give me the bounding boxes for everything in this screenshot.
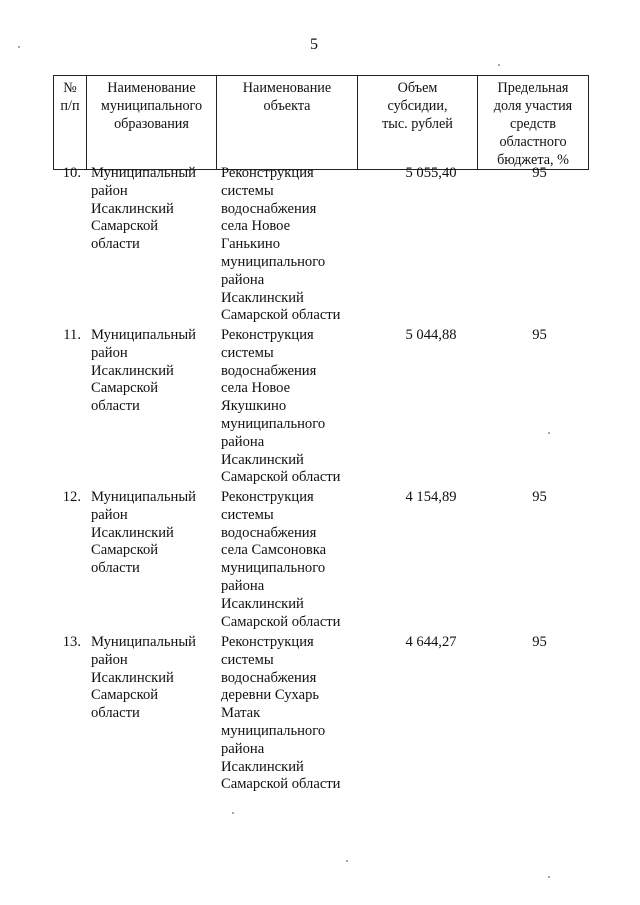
header-row <box>54 76 589 170</box>
row-number: 11. <box>63 327 81 343</box>
scan-speck <box>346 860 348 862</box>
object-cell: Реконструкция системы водоснабжения села Новое Якушкино муниципального района Исаклинский Самарской области <box>221 327 341 486</box>
amount-cell: 4 644,27 <box>405 634 457 650</box>
table-header <box>53 75 589 170</box>
scan-speck <box>232 812 234 814</box>
scan-speck <box>498 64 500 66</box>
object-cell: Реконструкция системы водоснабжения села Новое Ганькино муниципального района Исаклинский Самарской области <box>221 165 341 324</box>
share-cell: 95 <box>532 634 547 650</box>
municipality-cell: Муниципальный район Исаклинский Самарской области <box>91 165 196 253</box>
object-cell: Реконструкция системы водоснабжения села Самсоновка муниципального района Исаклинский Самарской области <box>221 489 341 630</box>
amount-cell: 4 154,89 <box>405 489 457 505</box>
object-cell: Реконструкция системы водоснабжения деревни Сухарь Матак муниципального района Исаклинский Самарской области <box>221 634 341 793</box>
header-cell-amount: Объем субсидии, тыс. рублей <box>358 76 478 170</box>
row-number: 13. <box>62 634 81 650</box>
header-cell-object: Наименование объекта <box>217 76 358 170</box>
page-number: 5 <box>310 36 318 53</box>
row-number: 10. <box>62 165 81 181</box>
municipality-cell: Муниципальный район Исаклинский Самарской области <box>91 489 196 577</box>
header-cell-number: № п/п <box>54 76 87 170</box>
municipality-cell: Муниципальный район Исаклинский Самарской области <box>91 327 196 415</box>
share-cell: 95 <box>532 489 547 505</box>
header-cell-share: Предельная доля участия средств областного бюджета, % <box>478 76 589 170</box>
share-cell: 95 <box>532 327 547 343</box>
scan-speck <box>548 876 550 878</box>
municipality-cell: Муниципальный район Исаклинский Самарской области <box>91 634 196 722</box>
scan-speck <box>548 432 550 434</box>
scan-speck <box>18 46 20 48</box>
amount-cell: 5 044,88 <box>405 327 457 343</box>
amount-cell: 5 055,40 <box>405 165 457 181</box>
row-number: 12. <box>62 489 81 505</box>
share-cell: 95 <box>532 165 547 181</box>
header-cell-municipality: Наименование муниципального образования <box>87 76 217 170</box>
